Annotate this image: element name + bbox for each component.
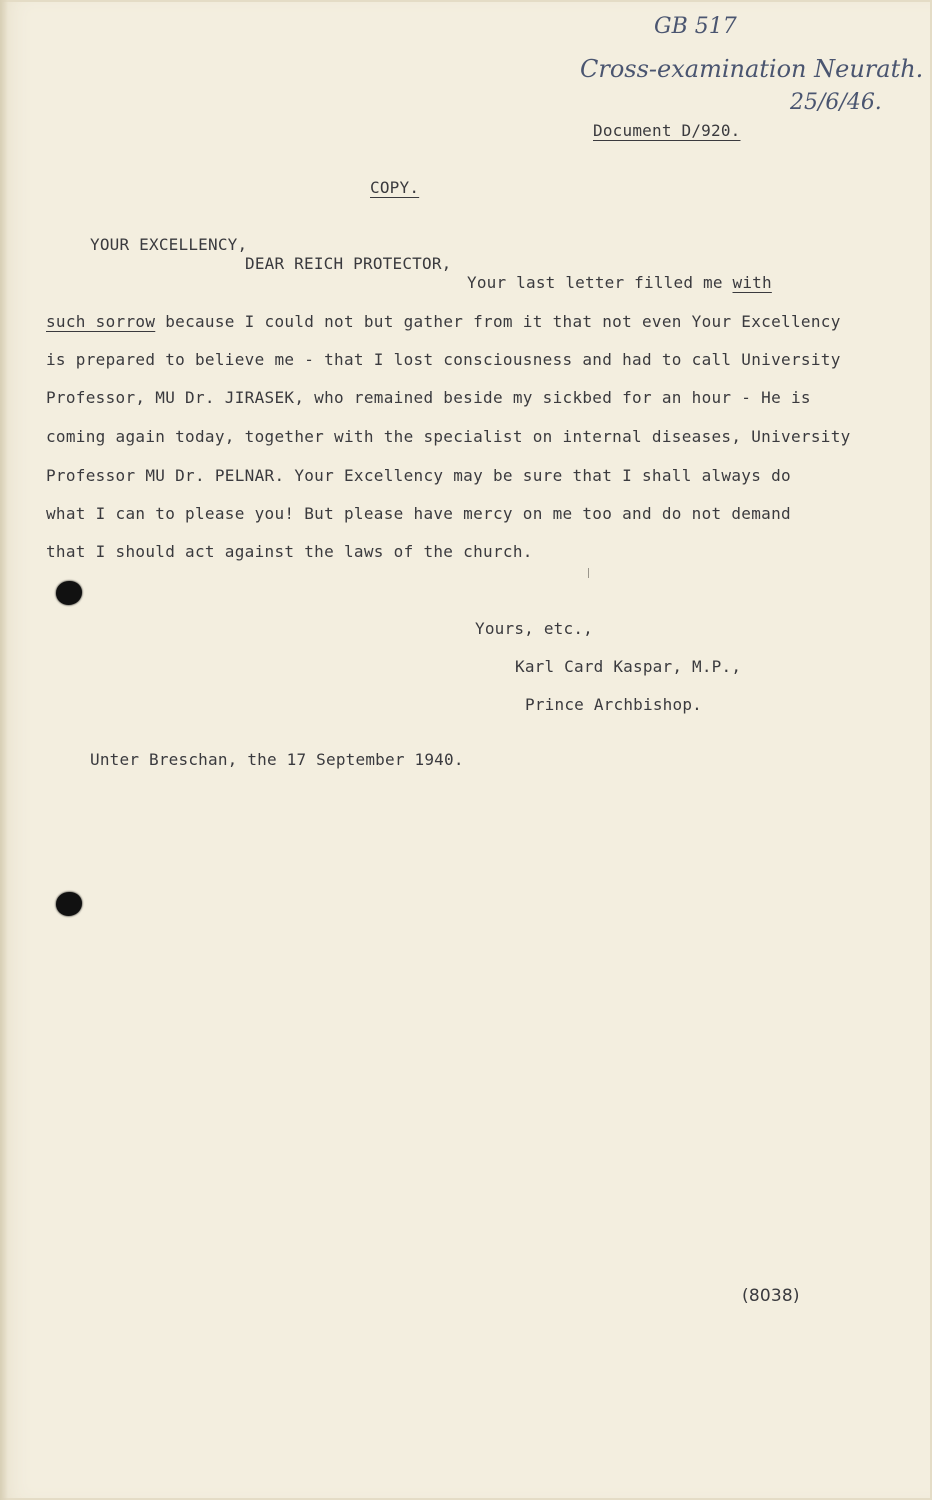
body-line-5: coming again today, together with the specialist on internal diseases, University [46,427,851,446]
punch-hole-top [56,581,82,605]
handwritten-reference: GB 517 [654,14,737,39]
closing-signatory-title: Prince Archbishop. [525,695,702,714]
body-underlined-such-sorrow: such sorrow [46,312,156,331]
body-line-4: Professor, MU Dr. JIRASEK, who remained beside my sickbed for an hour - He is [46,388,811,407]
copy-label: COPY. [370,178,420,197]
document-number: Document D/920. [593,121,741,140]
body-line-2-text: because I could not but gather from it that not even Your Excellency [165,312,841,331]
body-first-line [467,273,772,292]
stray-mark [588,568,589,578]
body-line-8: that I should act against the laws of the church. [46,542,533,561]
place-date: Unter Breschan, the 17 September 1940. [90,750,464,769]
salutation-line-2: DEAR REICH PROTECTOR, [245,254,452,273]
body-line-2 [46,312,841,331]
body-line-3: is prepared to believe me - that I lost consciousness and had to call University [46,350,841,369]
punch-hole-bottom [56,892,82,916]
body-line-7: what I can to please you! But please have mercy on me too and do not demand [46,504,791,523]
salutation-line-1: YOUR EXCELLENCY, [90,235,248,254]
closing-yours: Yours, etc., [475,619,593,638]
handwritten-note: Cross-examination Neurath. [580,55,924,83]
closing-signatory-name: Karl Card Kaspar, M.P., [515,657,742,676]
body-underlined-with: with [732,273,772,292]
body-first-line-text: Your last letter filled me [467,273,723,292]
handwritten-date: 25/6/46. [790,90,882,115]
footer-number: (8038) [742,1286,800,1306]
body-line-6: Professor MU Dr. PELNAR. Your Excellency may be sure that I shall always do [46,466,791,485]
paper-edge-shadow [0,0,8,1500]
